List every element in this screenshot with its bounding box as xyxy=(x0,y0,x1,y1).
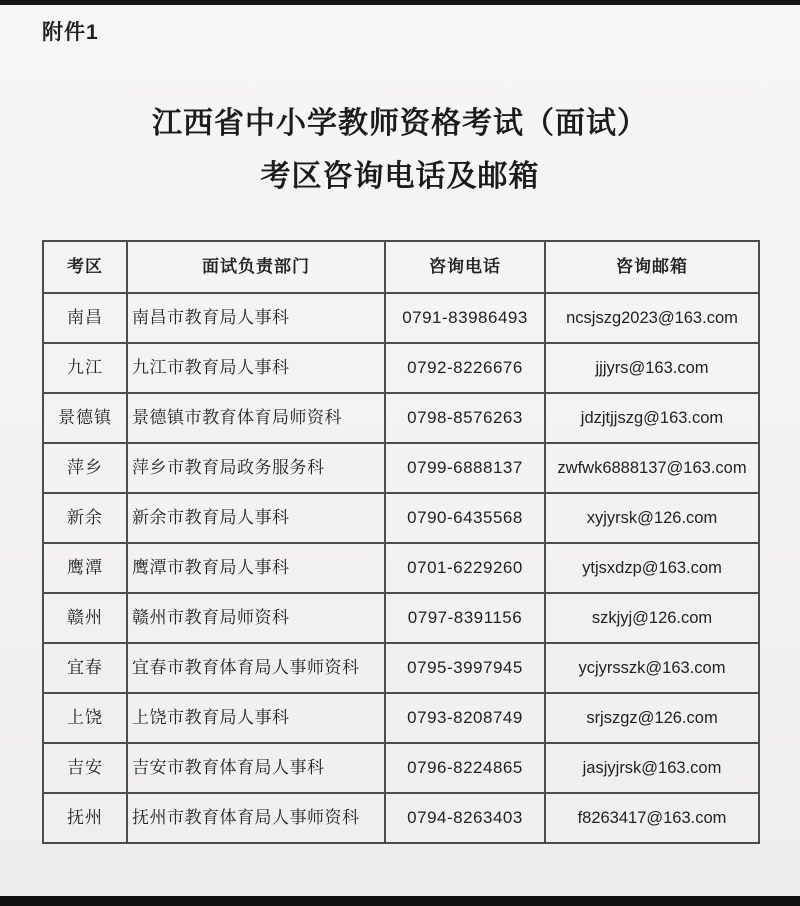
table-row xyxy=(43,543,759,593)
table-row xyxy=(43,643,759,693)
department-cell: 吉安市教育体育局人事科 xyxy=(127,743,385,793)
phone-cell: 0792-8226676 xyxy=(385,343,545,393)
phone-cell: 0795-3997945 xyxy=(385,643,545,693)
email-cell: jdzjtjjszg@163.com xyxy=(545,393,759,443)
department-cell: 南昌市教育局人事科 xyxy=(127,293,385,343)
email-cell: ytjsxdzp@163.com xyxy=(545,543,759,593)
department-cell: 九江市教育局人事科 xyxy=(127,343,385,393)
region-cell: 景德镇 xyxy=(43,393,127,443)
table-header-row xyxy=(43,241,759,293)
table-row xyxy=(43,443,759,493)
header-phone: 咨询电话 xyxy=(385,241,545,293)
attachment-label: 附件1 xyxy=(42,21,99,44)
table-row xyxy=(43,743,759,793)
phone-cell: 0798-8576263 xyxy=(385,393,545,443)
page-title-line2: 考区咨询电话及邮箱 xyxy=(260,159,540,193)
phone-cell: 0794-8263403 xyxy=(385,793,545,843)
table-row xyxy=(43,693,759,743)
page-title-line1: 江西省中小学教师资格考试（面试） xyxy=(152,107,648,140)
contact-table xyxy=(42,240,760,844)
phone-cell: 0791-83986493 xyxy=(385,293,545,343)
department-cell: 萍乡市教育局政务服务科 xyxy=(127,443,385,493)
email-cell: jjjyrs@163.com xyxy=(545,343,759,393)
region-cell: 吉安 xyxy=(43,743,127,793)
table-row xyxy=(43,793,759,843)
photo-top-edge xyxy=(0,0,800,5)
header-department: 面试负责部门 xyxy=(127,241,385,293)
email-cell: ycjyrsszk@163.com xyxy=(545,643,759,693)
phone-cell: 0796-8224865 xyxy=(385,743,545,793)
region-cell: 九江 xyxy=(43,343,127,393)
phone-cell: 0799-6888137 xyxy=(385,443,545,493)
phone-cell: 0797-8391156 xyxy=(385,593,545,643)
region-cell: 赣州 xyxy=(43,593,127,643)
photo-bottom-edge xyxy=(0,896,800,906)
email-cell: srjszgz@126.com xyxy=(545,693,759,743)
email-cell: xyjyrsk@126.com xyxy=(545,493,759,543)
table-row xyxy=(43,493,759,543)
email-cell: jasjyjrsk@163.com xyxy=(545,743,759,793)
email-cell: zwfwk6888137@163.com xyxy=(545,443,759,493)
table-row xyxy=(43,293,759,343)
department-cell: 赣州市教育局师资科 xyxy=(127,593,385,643)
department-cell: 宜春市教育体育局人事师资科 xyxy=(127,643,385,693)
header-email: 咨询邮箱 xyxy=(545,241,759,293)
region-cell: 萍乡 xyxy=(43,443,127,493)
department-cell: 景德镇市教育体育局师资科 xyxy=(127,393,385,443)
table-row xyxy=(43,593,759,643)
region-cell: 抚州 xyxy=(43,793,127,843)
region-cell: 鹰潭 xyxy=(43,543,127,593)
email-cell: f8263417@163.com xyxy=(545,793,759,843)
department-cell: 抚州市教育体育局人事师资科 xyxy=(127,793,385,843)
header-region: 考区 xyxy=(43,241,127,293)
table-row xyxy=(43,393,759,443)
department-cell: 新余市教育局人事科 xyxy=(127,493,385,543)
phone-cell: 0790-6435568 xyxy=(385,493,545,543)
email-cell: szkjyj@126.com xyxy=(545,593,759,643)
table-row xyxy=(43,343,759,393)
email-cell: ncsjszg2023@163.com xyxy=(545,293,759,343)
region-cell: 新余 xyxy=(43,493,127,543)
phone-cell: 0793-8208749 xyxy=(385,693,545,743)
phone-cell: 0701-6229260 xyxy=(385,543,545,593)
region-cell: 上饶 xyxy=(43,693,127,743)
region-cell: 南昌 xyxy=(43,293,127,343)
department-cell: 上饶市教育局人事科 xyxy=(127,693,385,743)
department-cell: 鹰潭市教育局人事科 xyxy=(127,543,385,593)
page-title xyxy=(0,98,800,203)
region-cell: 宜春 xyxy=(43,643,127,693)
